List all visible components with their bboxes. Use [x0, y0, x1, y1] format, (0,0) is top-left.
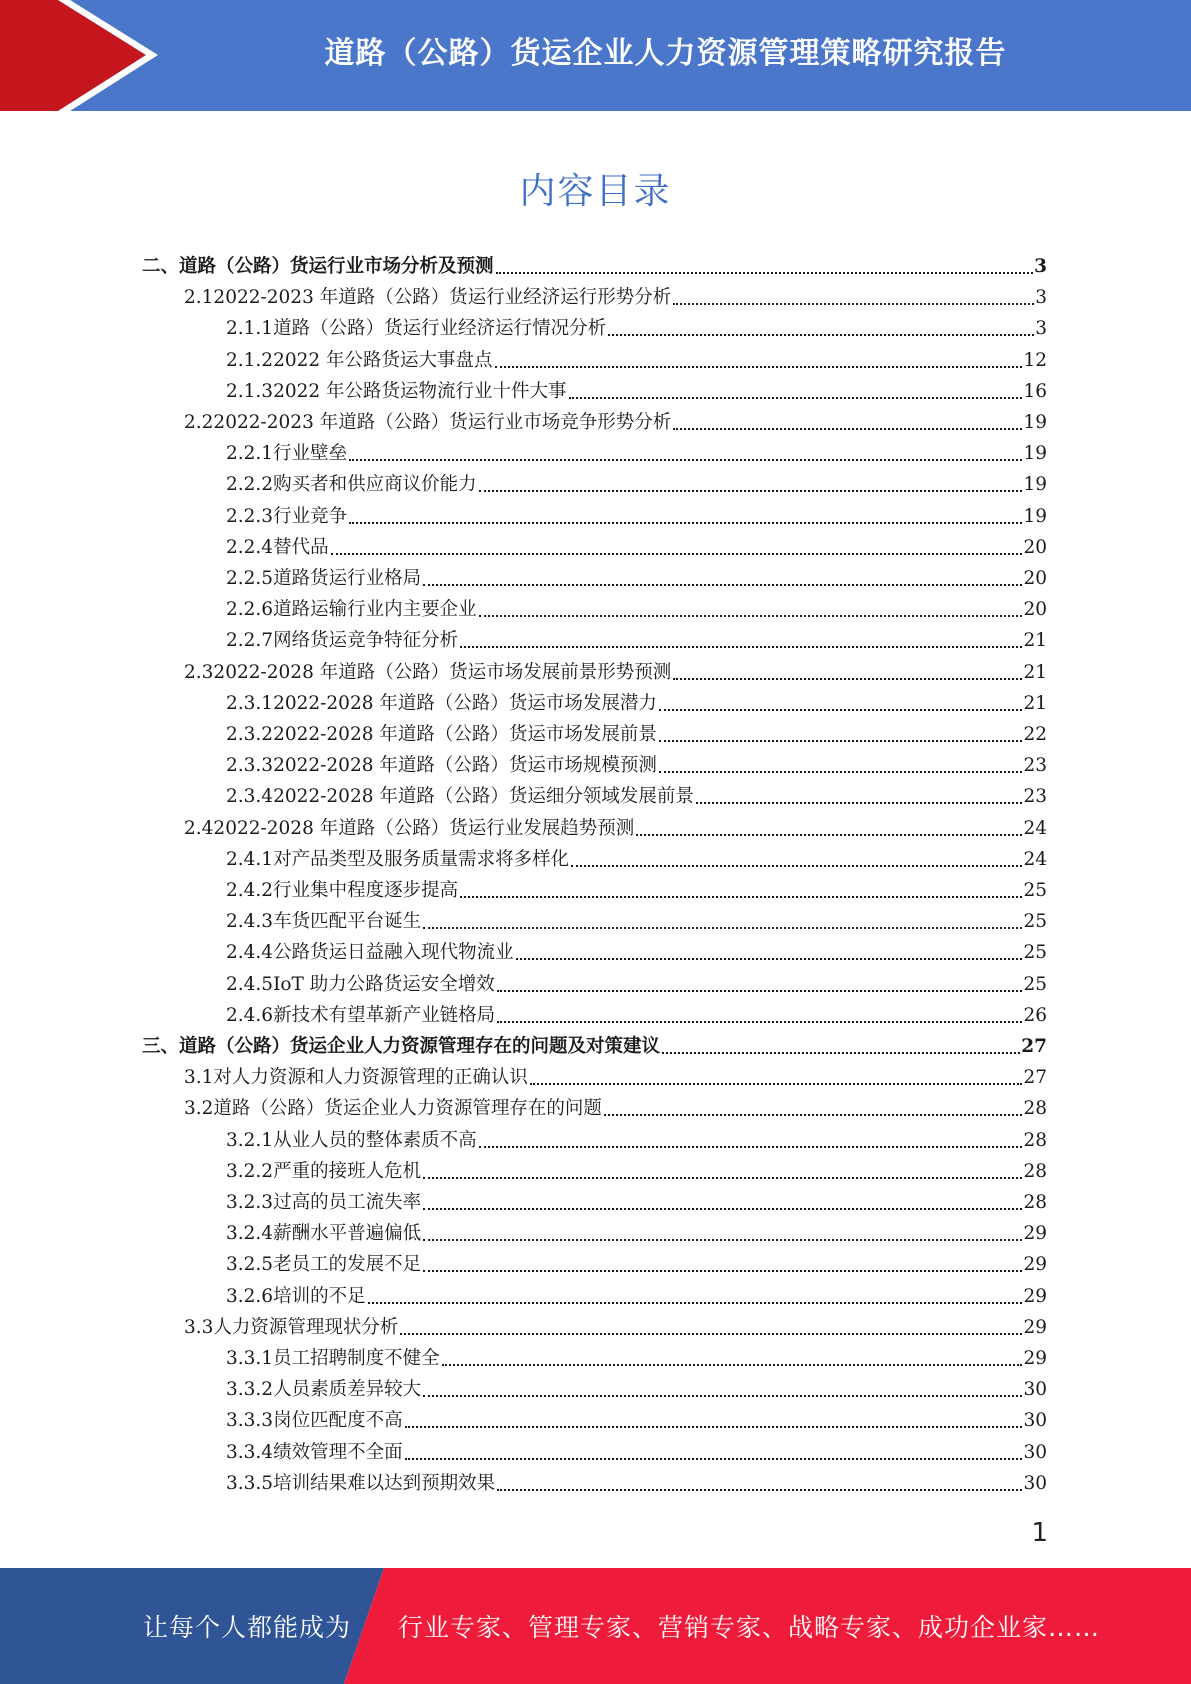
toc-dot-leader — [423, 1239, 1022, 1241]
toc-entry-number: 2.1.1 — [226, 318, 274, 340]
toc-entry-number: 2.3.1 — [226, 692, 274, 714]
toc-entry-label: 2022 年公路货运大事盘点 — [273, 349, 493, 371]
toc-entry-label: 新技术有望革新产业链格局 — [273, 1004, 496, 1026]
toc-entry-number: 3.2.6 — [226, 1285, 274, 1307]
toc-entry-label: 购买者和供应商议价能力 — [273, 474, 477, 496]
toc-entry-page: 3 — [1034, 256, 1047, 277]
toc-dot-leader — [423, 1208, 1022, 1210]
toc-entry-page: 26 — [1023, 1004, 1047, 1026]
toc-entry-number: 2.2 — [184, 412, 214, 433]
chevron-arrow-icon — [0, 0, 160, 111]
toc-entry-label: 车货匹配平台诞生 — [273, 911, 422, 933]
toc-dot-leader — [331, 553, 1023, 555]
toc-dot-leader — [673, 428, 1022, 430]
toc-entry-number: 3.2.3 — [226, 1192, 274, 1213]
toc-entry-page: 21 — [1023, 692, 1047, 714]
toc-entry-page: 25 — [1023, 880, 1047, 901]
toc-entry-label: 员工招聘制度不健全 — [273, 1348, 440, 1369]
toc-entry-page: 25 — [1023, 911, 1047, 933]
toc-entry[interactable] — [226, 1002, 1047, 1030]
toc-entry-label: 对人力资源和人力资源管理的正确认识 — [213, 1067, 528, 1089]
toc-entry-page: 12 — [1023, 349, 1047, 371]
toc-entry-label: 行业竞争 — [273, 505, 348, 527]
toc-dot-leader — [423, 927, 1022, 929]
toc-entry[interactable] — [226, 596, 1047, 624]
toc-entry-page: 30 — [1023, 1379, 1047, 1401]
toc-dot-leader — [405, 1426, 1023, 1428]
toc-entry[interactable] — [226, 690, 1047, 718]
toc-dot-leader — [569, 397, 1023, 399]
toc-entry-number: 2.3.3 — [226, 755, 274, 777]
toc-entry-number: 3.3 — [184, 1316, 214, 1338]
toc-entry[interactable] — [226, 1439, 1047, 1467]
toc-entry-number: 2.3.4 — [226, 786, 274, 808]
toc-entry-number: 3.3.4 — [226, 1441, 274, 1463]
toc-entry-number: 2.4.2 — [226, 880, 274, 901]
toc-entry-page: 20 — [1023, 536, 1047, 558]
toc-entry-number: 2.3 — [184, 661, 214, 683]
toc-entry-number: 3.3.2 — [226, 1379, 274, 1401]
toc-entry[interactable] — [226, 440, 1047, 468]
toc-entry-page: 30 — [1023, 1441, 1047, 1463]
toc-entry-number: 2.1 — [184, 287, 214, 309]
toc-entry-page: 25 — [1023, 973, 1047, 995]
toc-entry[interactable] — [226, 752, 1047, 780]
toc-dot-leader — [442, 1364, 1023, 1366]
toc-entry-number: 3.1 — [184, 1067, 214, 1089]
toc-entry-number: 2.2.5 — [226, 568, 274, 589]
toc-entry-number: 3.3.3 — [226, 1410, 274, 1432]
toc-entry-number: 2.4.4 — [226, 942, 274, 964]
toc-entry[interactable] — [142, 1033, 1047, 1061]
toc-entry-number: 三、 — [142, 1036, 180, 1057]
toc-entry-page: 27 — [1021, 1036, 1047, 1057]
toc-entry-page: 28 — [1023, 1160, 1047, 1182]
toc-entry[interactable] — [226, 627, 1047, 655]
toc-entry-page: 3 — [1035, 287, 1047, 309]
toc-entry[interactable] — [226, 1158, 1047, 1186]
toc-entry-page: 30 — [1023, 1472, 1047, 1494]
toc-dot-leader — [497, 1021, 1022, 1023]
toc-entry-page: 24 — [1023, 848, 1047, 870]
toc-entry-page: 24 — [1023, 817, 1047, 839]
toc-entry[interactable] — [142, 253, 1047, 281]
header-banner — [0, 0, 1191, 111]
toc-entry-number: 3.2.4 — [226, 1223, 274, 1245]
toc-dot-leader — [497, 990, 1023, 992]
toc-entry-number: 2.4.1 — [226, 848, 274, 870]
toc-entry-number: 3.2.2 — [226, 1160, 274, 1182]
toc-dot-leader — [368, 1302, 1023, 1304]
toc-entry[interactable] — [226, 347, 1047, 375]
toc-entry-number: 2.2.6 — [226, 599, 274, 621]
toc-dot-leader — [423, 1177, 1022, 1179]
toc-entry-label: 行业壁垒 — [273, 443, 348, 465]
toc-entry-label: 2022-2023 年道路（公路）货运行业市场竞争形势分析 — [213, 412, 672, 433]
toc-dot-leader — [349, 522, 1022, 524]
toc-entry-page: 29 — [1023, 1223, 1047, 1245]
toc-entry-label: 培训结果难以达到预期效果 — [273, 1472, 496, 1494]
toc-dot-leader — [479, 490, 1023, 492]
toc-entry-label: 从业人员的整体素质不高 — [273, 1129, 477, 1151]
toc-entry-number: 3.2.1 — [226, 1129, 274, 1151]
toc-dot-leader — [349, 459, 1022, 461]
toc-entry-label: 对产品类型及服务质量需求将多样化 — [273, 848, 570, 870]
toc-entry-label: 替代品 — [273, 536, 329, 558]
toc-entry-number: 3.3.1 — [226, 1348, 274, 1369]
toc-entry-page: 25 — [1023, 942, 1047, 964]
toc-dot-leader — [571, 865, 1022, 867]
toc-dot-leader — [636, 834, 1022, 836]
toc-entry[interactable] — [226, 1127, 1047, 1155]
toc-entry-label: 道路（公路）货运行业市场分析及预测 — [179, 256, 494, 277]
toc-entry-label: 2022-2028 年道路（公路）货运市场发展潜力 — [273, 692, 657, 714]
toc-entry-page: 16 — [1023, 380, 1047, 402]
toc-dot-leader — [659, 709, 1023, 711]
toc-entry[interactable] — [184, 815, 1047, 843]
toc-dot-leader — [659, 740, 1023, 742]
toc-entry-page: 20 — [1023, 568, 1047, 589]
toc-entry-label: 道路运输行业内主要企业 — [273, 599, 477, 621]
toc-dot-leader — [423, 1395, 1022, 1397]
toc-dot-leader — [423, 584, 1022, 586]
toc-entry-label: IoT 助力公路货运安全增效 — [273, 973, 495, 995]
toc-entry-number: 2.1.2 — [226, 349, 274, 371]
toc-dot-leader — [696, 802, 1023, 804]
toc-dot-leader — [516, 958, 1023, 960]
toc-entry-label: 人员素质差异较大 — [273, 1379, 422, 1401]
toc-entry[interactable] — [226, 503, 1047, 531]
toc-entry-label: 2022-2023 年道路（公路）货运行业经济运行形势分析 — [213, 287, 672, 309]
toc-entry-label: 严重的接班人危机 — [273, 1160, 422, 1182]
toc-entry[interactable] — [226, 1220, 1047, 1248]
toc-dot-leader — [673, 678, 1022, 680]
toc-entry-page: 23 — [1023, 755, 1047, 777]
toc-entry-page: 19 — [1023, 474, 1047, 496]
toc-entry-page: 19 — [1023, 443, 1047, 465]
toc-entry[interactable] — [184, 1064, 1047, 1092]
toc-entry-number: 2.3.2 — [226, 724, 274, 745]
toc-entry-number: 2.2.7 — [226, 630, 274, 652]
toc-dot-leader — [662, 1052, 1020, 1054]
toc-entry[interactable] — [184, 409, 1047, 437]
toc-entry[interactable] — [226, 565, 1047, 593]
footer-slogan-right: 行业专家、管理专家、营销专家、战略专家、成功企业家…… — [398, 1613, 1101, 1642]
toc-entry-label: 岗位匹配度不高 — [273, 1410, 403, 1432]
toc-entry-label: 公路货运日益融入现代物流业 — [273, 942, 514, 964]
toc-entry-label: 2022-2028 年道路（公路）货运市场发展前景形势预测 — [213, 661, 672, 683]
toc-entry-label: 2022 年公路货运物流行业十件大事 — [273, 380, 567, 402]
toc-entry-label: 薪酬水平普遍偏低 — [273, 1223, 422, 1245]
toc-entry-label: 行业集中程度逐步提高 — [273, 880, 459, 901]
toc-entry-number: 2.4.6 — [226, 1004, 274, 1026]
toc-entry-label: 2022-2028 年道路（公路）货运市场规模预测 — [273, 755, 657, 777]
toc-dot-leader — [400, 1333, 1022, 1335]
toc-heading: 内容目录 — [519, 171, 672, 212]
toc-dot-leader — [405, 1458, 1023, 1460]
toc-entry-label: 网络货运竞争特征分析 — [273, 630, 459, 652]
toc-entry-label: 道路（公路）货运企业人力资源管理存在的问题 — [213, 1098, 602, 1120]
toc-entry[interactable] — [226, 315, 1047, 343]
toc-entry[interactable] — [226, 846, 1047, 874]
toc-dot-leader — [604, 1114, 1023, 1116]
toc-dot-leader — [659, 771, 1023, 773]
toc-entry-page: 30 — [1023, 1410, 1047, 1432]
toc-entry-number: 3.3.5 — [226, 1472, 274, 1494]
toc-dot-leader — [495, 366, 1023, 368]
toc-entry-label: 老员工的发展不足 — [273, 1254, 422, 1276]
toc-entry[interactable] — [226, 939, 1047, 967]
toc-entry-label: 道路（公路）货运行业经济运行情况分析 — [273, 318, 607, 340]
toc-entry-page: 27 — [1023, 1067, 1047, 1089]
toc-entry-number: 2.2.1 — [226, 443, 274, 465]
toc-entry[interactable] — [226, 471, 1047, 499]
toc-entry[interactable] — [184, 659, 1047, 687]
toc-entry-number: 二、 — [142, 256, 180, 277]
toc-entry-page: 28 — [1023, 1098, 1047, 1120]
toc-entry[interactable] — [184, 1095, 1047, 1123]
toc-entry-page: 19 — [1023, 505, 1047, 527]
toc-entry-number: 3.2.5 — [226, 1254, 274, 1276]
toc-entry[interactable] — [226, 1407, 1047, 1435]
report-title: 道路（公路）货运企业人力资源管理策略研究报告 — [324, 36, 1007, 71]
toc-entry-number: 2.4.5 — [226, 973, 274, 995]
toc-dot-leader — [423, 1270, 1022, 1272]
toc-entry-page: 20 — [1023, 599, 1047, 621]
toc-entry-label: 人力资源管理现状分析 — [213, 1316, 399, 1338]
toc-dot-leader — [479, 1146, 1023, 1148]
toc-entry-label: 2022-2028 年道路（公路）货运行业发展趋势预测 — [213, 817, 635, 839]
toc-entry[interactable] — [226, 1470, 1047, 1498]
footer-banner — [0, 1568, 1191, 1684]
toc-entry[interactable] — [226, 1189, 1047, 1217]
toc-entry-page: 3 — [1035, 318, 1047, 340]
toc-entry-page: 22 — [1023, 724, 1047, 745]
toc-dot-leader — [496, 272, 1034, 274]
toc-entry-number: 2.2.2 — [226, 474, 274, 496]
toc-entry[interactable] — [226, 908, 1047, 936]
toc-dot-leader — [497, 1489, 1022, 1491]
toc-entry-label: 过高的员工流失率 — [273, 1192, 422, 1213]
toc-entry-label: 2022-2028 年道路（公路）货运细分领域发展前景 — [273, 786, 694, 808]
toc-entry[interactable] — [226, 721, 1047, 749]
toc-entry-page: 29 — [1023, 1348, 1047, 1369]
toc-entry-page: 19 — [1023, 412, 1047, 433]
toc-dot-leader — [673, 303, 1034, 305]
toc-entry-number: 2.4 — [184, 817, 214, 839]
toc-entry-label: 2022-2028 年道路（公路）货运市场发展前景 — [273, 724, 657, 745]
toc-entry-label: 道路（公路）货运企业人力资源管理存在的问题及对策建议 — [179, 1036, 661, 1057]
toc-dot-leader — [479, 615, 1023, 617]
toc-entry-page: 29 — [1023, 1254, 1047, 1276]
toc-dot-leader — [460, 646, 1022, 648]
toc-entry-page: 23 — [1023, 786, 1047, 808]
toc-entry-page: 29 — [1023, 1316, 1047, 1338]
toc-entry-label: 绩效管理不全面 — [273, 1441, 403, 1463]
toc-entry-page: 28 — [1023, 1192, 1047, 1213]
toc-entry-page: 29 — [1023, 1285, 1047, 1307]
toc-dot-leader — [608, 334, 1034, 336]
toc-entry[interactable] — [226, 1251, 1047, 1279]
toc-entry[interactable] — [226, 1376, 1047, 1404]
toc-entry[interactable] — [226, 1345, 1047, 1373]
page-number: 1 — [1031, 1518, 1048, 1548]
toc-entry[interactable] — [184, 284, 1047, 312]
toc-entry[interactable] — [184, 1314, 1047, 1342]
toc-entry-page: 21 — [1023, 630, 1047, 652]
toc-entry[interactable] — [226, 971, 1047, 999]
toc-entry-number: 3.2 — [184, 1098, 214, 1120]
toc-entry-number: 2.4.3 — [226, 911, 274, 933]
toc-entry-number: 2.2.4 — [226, 536, 274, 558]
toc-entry[interactable] — [226, 877, 1047, 905]
toc-entry[interactable] — [226, 1283, 1047, 1311]
toc-entry-label: 培训的不足 — [273, 1285, 366, 1307]
toc-entry-page: 21 — [1023, 661, 1047, 683]
toc-entry[interactable] — [226, 378, 1047, 406]
toc-entry[interactable] — [226, 783, 1047, 811]
footer-slogan-left: 让每个人都能成为 — [143, 1613, 352, 1642]
toc-entry-number: 2.2.3 — [226, 505, 274, 527]
toc-entry-page: 28 — [1023, 1129, 1047, 1151]
toc-dot-leader — [530, 1083, 1023, 1085]
toc-dot-leader — [460, 896, 1022, 898]
toc-entry-number: 2.1.3 — [226, 380, 274, 402]
toc-entry[interactable] — [226, 534, 1047, 562]
toc-entry-label: 道路货运行业格局 — [273, 568, 422, 589]
